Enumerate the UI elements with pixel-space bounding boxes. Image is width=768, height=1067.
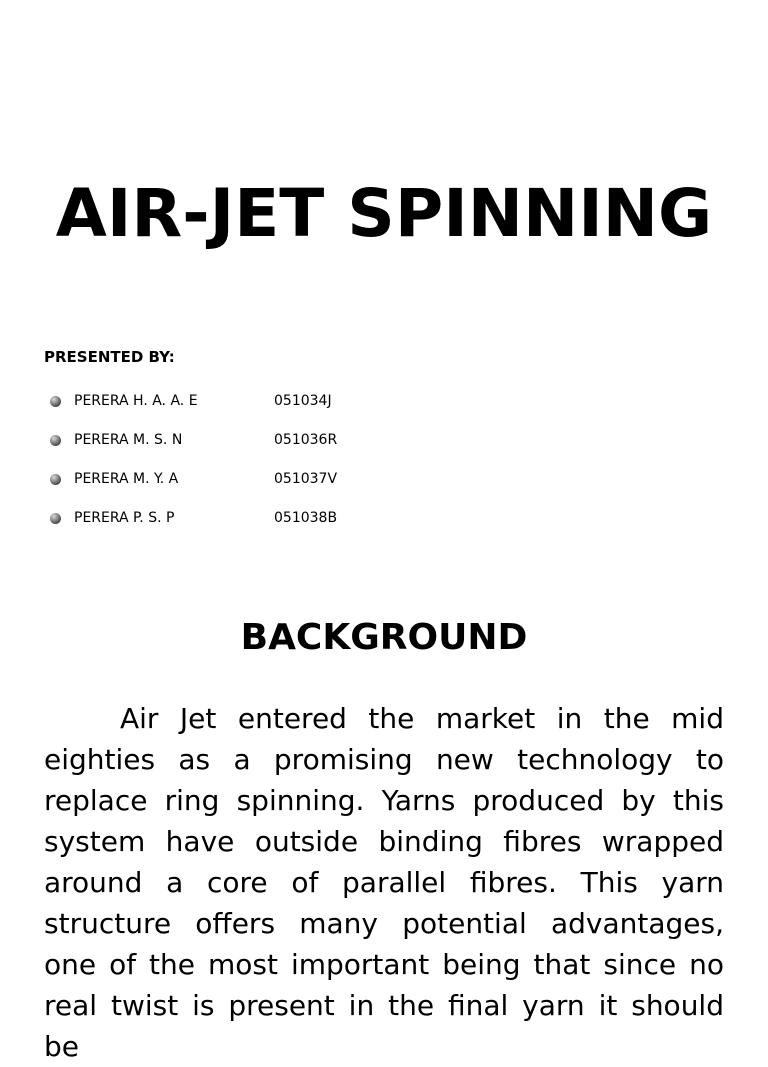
list-item	[50, 390, 337, 429]
sphere-bullet-icon	[50, 396, 61, 407]
list-item	[50, 429, 337, 468]
sphere-bullet-icon	[50, 435, 61, 446]
presenter-name: PERERA H. A. A. E	[74, 393, 198, 409]
list-item	[50, 468, 337, 507]
section-heading: BACKGROUND	[240, 617, 528, 658]
presenter-id: 051037V	[274, 471, 338, 487]
sphere-bullet-icon	[50, 513, 61, 524]
list-item	[50, 507, 337, 546]
presenter-name: PERERA M. S. N	[74, 432, 183, 448]
presented-by-label: PRESENTED BY:	[44, 348, 175, 366]
sphere-bullet-icon	[50, 474, 61, 485]
page-title: AIR-JET SPINNING	[55, 175, 713, 252]
presenter-id: 051036R	[274, 432, 338, 448]
presenter-id: 051038B	[274, 510, 338, 526]
presenter-name: PERERA P. S. P	[74, 510, 175, 526]
presenter-name: PERERA M. Y. A	[74, 471, 179, 487]
presenter-list	[50, 390, 337, 546]
presenter-id: 051034J	[274, 393, 332, 409]
body-paragraph: Air Jet entered the market in the mid eighties as a promising new technology to replace ring spinning. Yarns produced by this system have outside binding fibres wrapped around a core of parallel fibres. This yarn structure offers many potential advantages, one of the most important being that since no real twist is present in the final yarn it should be	[44, 702, 724, 1063]
